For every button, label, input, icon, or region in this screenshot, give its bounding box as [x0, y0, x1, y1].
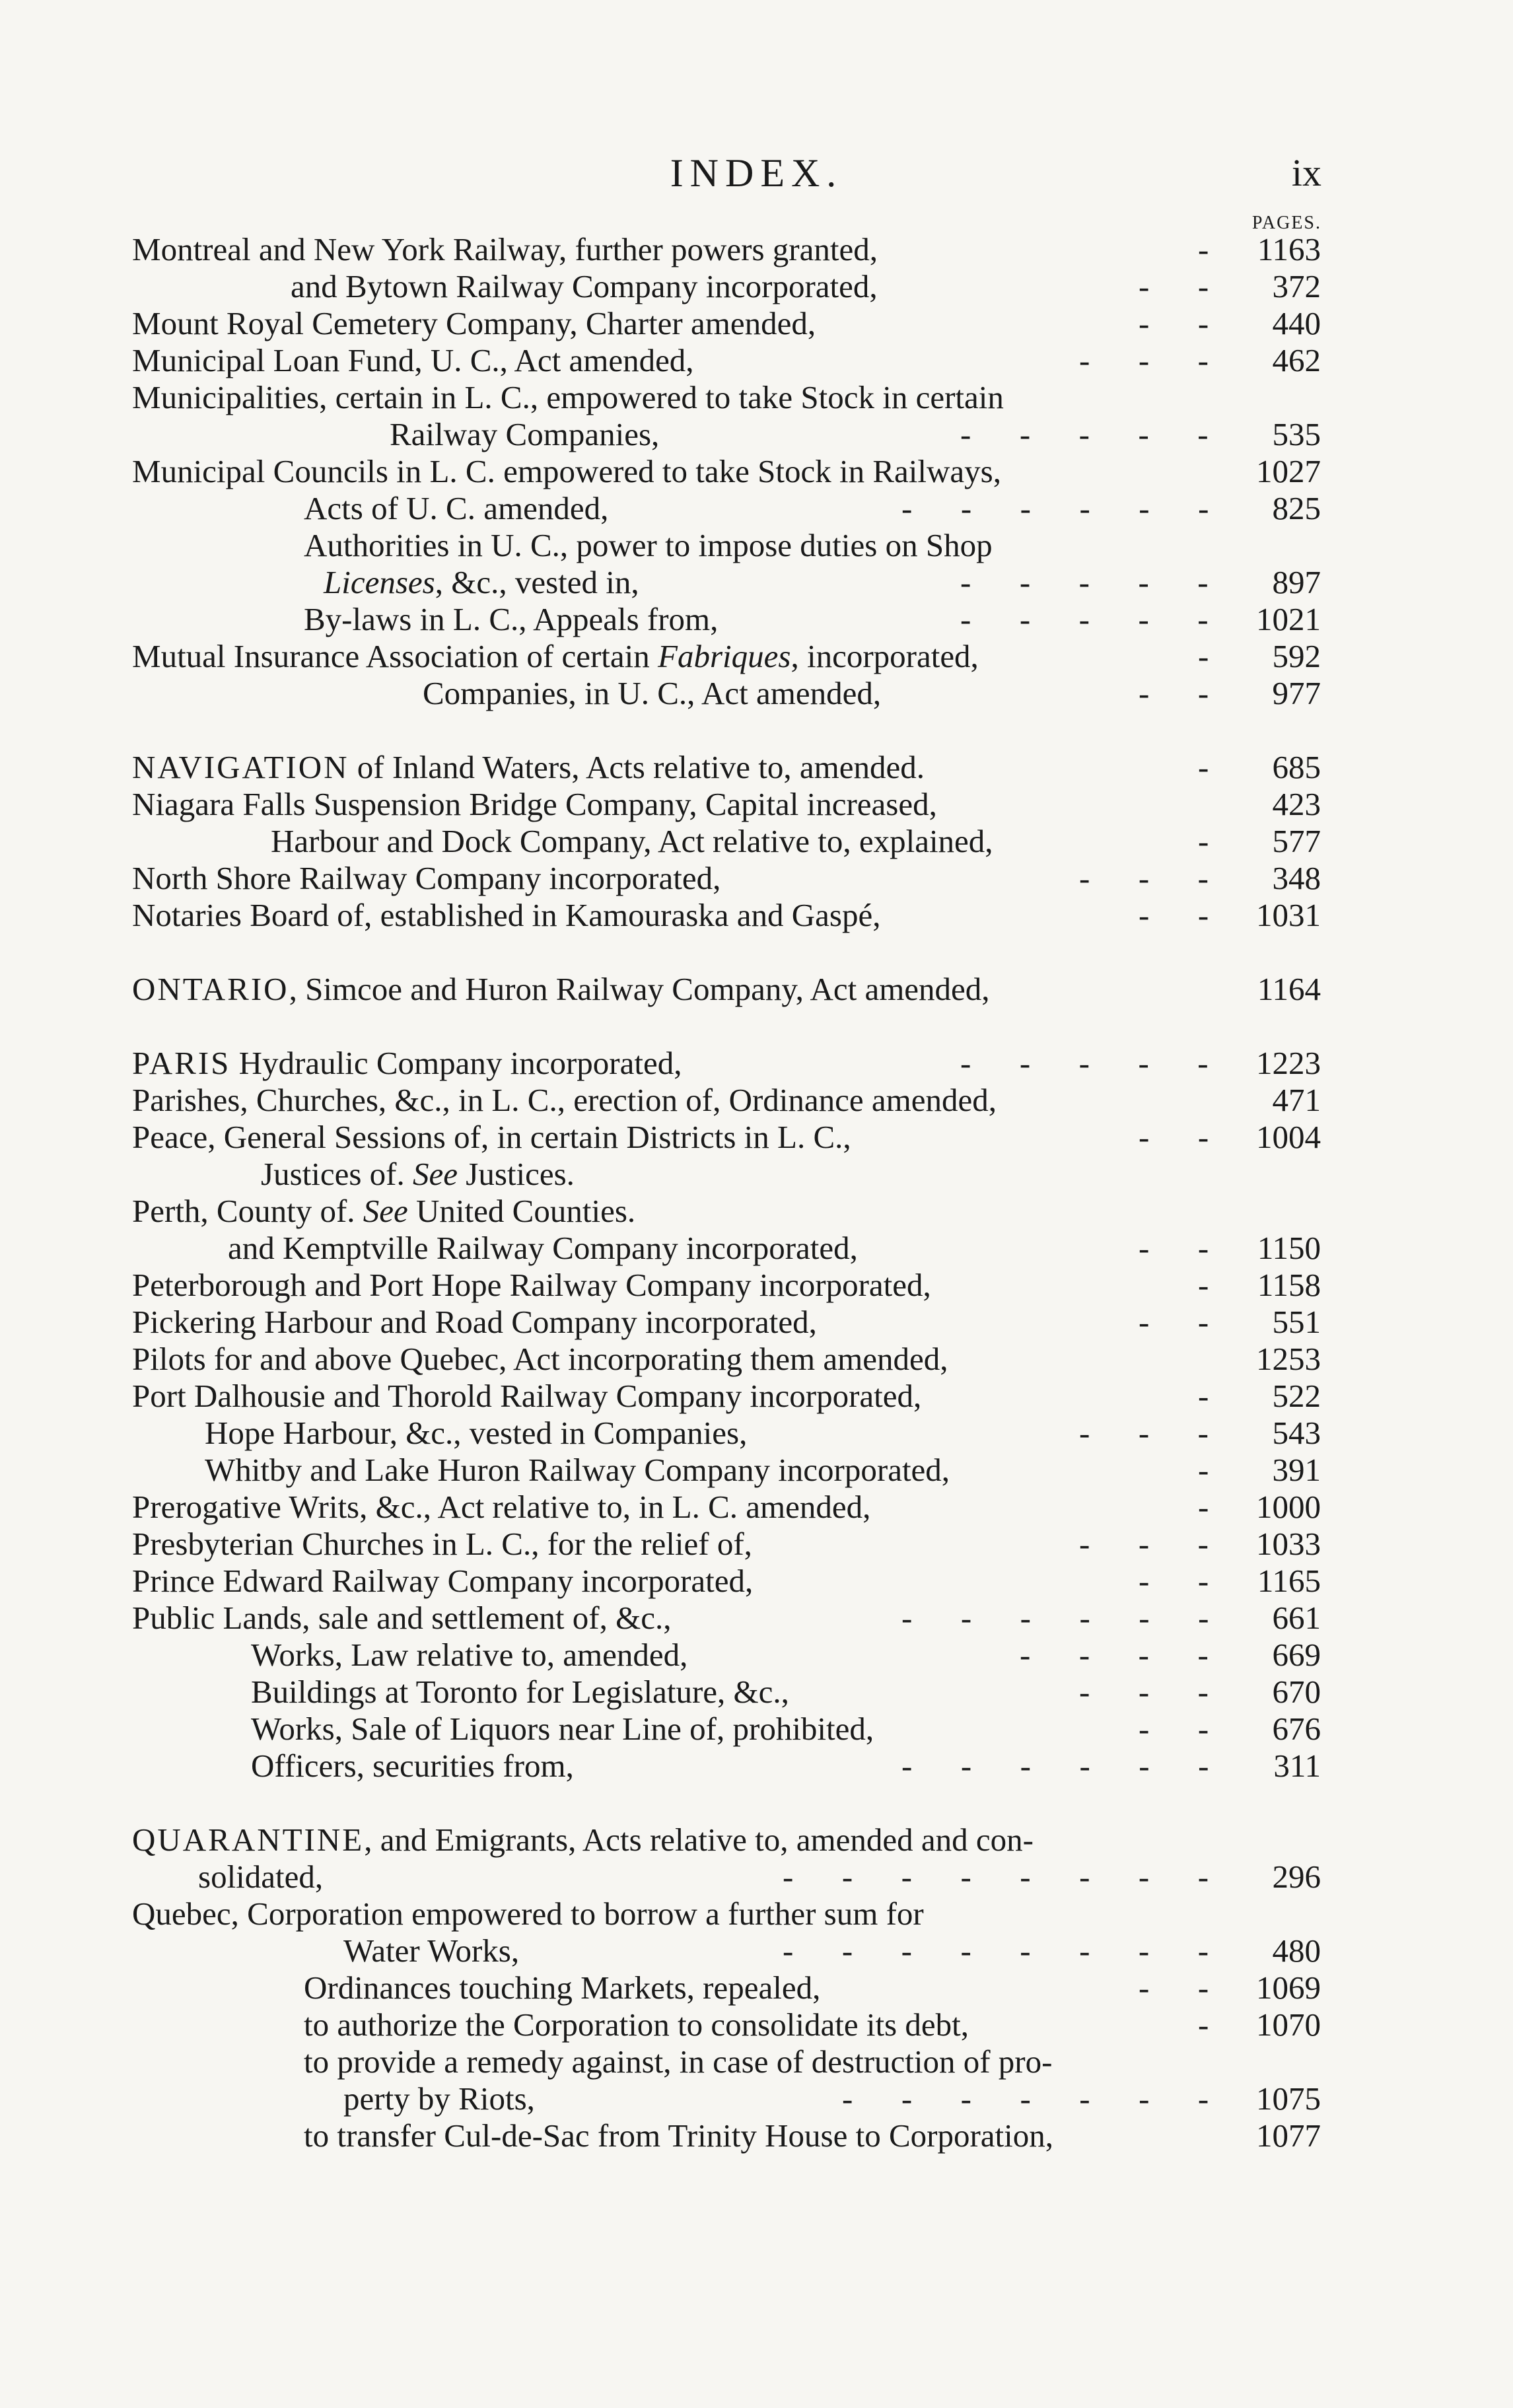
- dot-leader: - - - -: [1020, 1637, 1209, 1673]
- entry-text: [132, 1563, 753, 1600]
- index-entry: [132, 1304, 1321, 1341]
- entry-text: [132, 342, 694, 379]
- dot-leader: - - -: [1079, 342, 1209, 378]
- dot-leader: -: [1198, 1267, 1209, 1303]
- entry-description: By-laws in L. C., Appeals from,: [304, 601, 719, 637]
- entry-page-number: 685: [1272, 749, 1321, 785]
- entry-description: Mutual Insurance Association of certain Fabriques, incorporated,: [132, 638, 979, 674]
- entry-text: [132, 638, 979, 675]
- index-entry: [132, 453, 1321, 490]
- index-entry: [132, 1267, 1321, 1304]
- dot-leader: -: [1198, 1452, 1209, 1488]
- entry-description: Pilots for and above Quebec, Act incorporating them amended,: [132, 1341, 948, 1377]
- entry-text: [132, 305, 816, 342]
- index-entry: [132, 823, 1321, 860]
- index-entry: [132, 897, 1321, 934]
- entry-lead-word: ONTARIO: [132, 971, 289, 1007]
- entry-description: Presbyterian Churches in L. C., for the relief of,: [132, 1526, 752, 1562]
- index-entry: [132, 1156, 1321, 1193]
- entry-text: [205, 1452, 950, 1489]
- entry-description: Companies, in U. C., Act amended,: [423, 675, 882, 711]
- page-title: INDEX.: [670, 151, 843, 195]
- index-entry: [132, 1932, 1321, 1969]
- entry-description: Officers, securities from,: [251, 1748, 574, 1784]
- index-entries: [132, 231, 1321, 2154]
- dot-leader: -: [1198, 749, 1209, 785]
- entry-description: Ordinances touching Markets, repealed,: [304, 1969, 821, 2006]
- entry-text: [304, 2006, 969, 2043]
- entry-text: [251, 1748, 574, 1785]
- entry-description: and Bytown Railway Company incorporated,: [291, 268, 878, 304]
- entry-description: North Shore Railway Company incorporated,: [132, 860, 721, 896]
- entry-page-number: 423: [1272, 786, 1321, 822]
- entry-description: , and Emigrants, Acts relative to, amended and con-: [364, 1822, 1034, 1858]
- entry-page-number: 480: [1272, 1932, 1321, 1969]
- entry-text: [343, 2080, 535, 2117]
- entry-page-number: 825: [1272, 490, 1321, 526]
- entry-text: [291, 268, 878, 305]
- entry-description: Buildings at Toronto for Legislature, &c.,: [251, 1674, 789, 1710]
- entry-text: [228, 1230, 858, 1267]
- entry-text: [132, 1341, 948, 1378]
- dot-leader: - -: [1139, 1304, 1209, 1340]
- entry-page-number: 551: [1272, 1304, 1321, 1340]
- entry-description: Quebec, Corporation empowered to borrow a further sum for: [132, 1895, 924, 1932]
- entry-text: [132, 1119, 851, 1156]
- entry-text: [132, 1082, 997, 1119]
- dot-leader: -: [1198, 1378, 1209, 1414]
- entry-description: Notaries Board of, established in Kamouraska and Gaspé,: [132, 897, 881, 933]
- entry-page-number: 1253: [1256, 1341, 1321, 1377]
- entry-text: [132, 1895, 924, 1932]
- dot-leader: -: [1198, 638, 1209, 674]
- dot-leader: - -: [1139, 1711, 1209, 1747]
- dot-leader: -: [1198, 2006, 1209, 2043]
- entry-description: Municipal Loan Fund, U. C., Act amended,: [132, 342, 694, 378]
- entry-text: [390, 416, 659, 453]
- index-entry: [132, 1748, 1321, 1785]
- entry-lead-word: PARIS: [132, 1045, 231, 1081]
- entry-page-number: 296: [1272, 1859, 1321, 1895]
- entry-text: [304, 527, 993, 564]
- entry-page-number: 348: [1272, 860, 1321, 896]
- entry-page-number: 372: [1272, 268, 1321, 304]
- entry-text: [304, 2117, 1053, 2154]
- index-entry: [132, 1859, 1321, 1895]
- index-entry: [132, 490, 1321, 527]
- entry-text: [324, 564, 639, 601]
- entry-text: [132, 1600, 671, 1637]
- index-entry: [132, 1895, 1321, 1932]
- index-entry: [132, 1600, 1321, 1637]
- dot-leader: - -: [1139, 897, 1209, 933]
- dot-leader: -: [1198, 231, 1209, 267]
- entry-description: Works, Law relative to, amended,: [251, 1637, 688, 1673]
- index-entry: [132, 564, 1321, 601]
- entry-page-number: 1150: [1257, 1230, 1321, 1266]
- dot-leader: - -: [1139, 1119, 1209, 1155]
- entry-text: [132, 1304, 817, 1341]
- entry-page-number: 440: [1272, 305, 1321, 341]
- entry-page-number: 670: [1272, 1674, 1321, 1710]
- entry-description: Harbour and Dock Company, Act relative to, explained,: [271, 823, 993, 859]
- index-entry: [132, 1045, 1321, 1082]
- entry-description: Justices of. See Justices.: [261, 1156, 575, 1192]
- entry-page-number: 543: [1272, 1415, 1321, 1451]
- index-entry: [132, 268, 1321, 305]
- index-entry: [132, 1822, 1321, 1859]
- entry-description: Peace, General Sessions of, in certain Districts in L. C.,: [132, 1119, 851, 1155]
- index-entry: [132, 971, 1321, 1008]
- dot-leader: - - - - - -: [901, 490, 1209, 526]
- entry-page-number: 462: [1272, 342, 1321, 378]
- entry-text: [343, 1932, 519, 1969]
- entry-description: Public Lands, sale and settlement of, &c.,: [132, 1600, 672, 1636]
- entry-text: [251, 1637, 687, 1674]
- dot-leader: - - -: [1079, 1674, 1209, 1710]
- entry-page-number: 897: [1272, 564, 1321, 600]
- entry-description: Port Dalhousie and Thorold Railway Company incorporated,: [132, 1378, 922, 1414]
- dot-leader: - - -: [1079, 1526, 1209, 1562]
- index-entry: [132, 1563, 1321, 1600]
- entry-description: Whitby and Lake Huron Railway Company incorporated,: [205, 1452, 950, 1488]
- dot-leader: -: [1198, 1489, 1209, 1525]
- index-entry: [132, 1489, 1321, 1526]
- entry-text: [304, 2043, 1052, 2080]
- entry-text: [132, 971, 990, 1008]
- index-entry: [132, 1452, 1321, 1489]
- entry-description: Parishes, Churches, &c., in L. C., erection of, Ordinance amended,: [132, 1082, 997, 1118]
- entry-text: [132, 1193, 635, 1230]
- index-entry: [132, 601, 1321, 638]
- entry-text: [132, 1045, 682, 1082]
- entry-page-number: 1165: [1257, 1563, 1321, 1599]
- index-entry: [132, 379, 1321, 416]
- dot-leader: - -: [1139, 675, 1209, 711]
- entry-text: [251, 1711, 874, 1748]
- entry-description: Niagara Falls Suspension Bridge Company, Capital increased,: [132, 786, 937, 822]
- dot-leader: - -: [1139, 1230, 1209, 1266]
- entry-description: Water Works,: [343, 1932, 520, 1969]
- entry-description: Municipalities, certain in L. C., empowered to take Stock in certain: [132, 379, 1004, 415]
- index-entry: [132, 1969, 1321, 2006]
- dot-leader: - -: [1139, 268, 1209, 304]
- entry-description: Works, Sale of Liquors near Line of, prohibited,: [251, 1711, 874, 1747]
- entry-page-number: 535: [1272, 416, 1321, 452]
- entry-text: [304, 601, 718, 638]
- entry-description: perty by Riots,: [343, 2080, 535, 2117]
- entry-text: [251, 1674, 789, 1711]
- entry-description: of Inland Waters, Acts relative to, amended.: [349, 749, 925, 785]
- index-entry: [132, 749, 1321, 786]
- index-entry: [132, 1341, 1321, 1378]
- index-entry: [132, 2117, 1321, 2154]
- entry-text: [261, 1156, 575, 1193]
- dot-leader: - -: [1139, 1969, 1209, 2006]
- entry-description: to authorize the Corporation to consolidate its debt,: [304, 2006, 969, 2043]
- dot-leader: - - - - -: [960, 1045, 1209, 1081]
- dot-leader: - - - - - - - -: [783, 1932, 1209, 1969]
- entry-page-number: 522: [1272, 1378, 1321, 1414]
- dot-leader: - - -: [1079, 860, 1209, 896]
- index-entry: [132, 1193, 1321, 1230]
- index-entry: [132, 1119, 1321, 1156]
- index-entry: [132, 231, 1321, 268]
- entry-page-number: 977: [1272, 675, 1321, 711]
- entry-text: [271, 823, 993, 860]
- index-entry: [132, 2043, 1321, 2080]
- dot-leader: - - - - -: [960, 416, 1209, 452]
- index-entry: [132, 1674, 1321, 1711]
- index-entry: [132, 675, 1321, 712]
- index-entry: [132, 786, 1321, 823]
- entry-text: [205, 1415, 747, 1452]
- entry-description: Mount Royal Cemetery Company, Charter amended,: [132, 305, 816, 341]
- entry-page-number: 1075: [1256, 2080, 1321, 2117]
- entry-description: to transfer Cul-de-Sac from Trinity House to Corporation,: [304, 2117, 1054, 2154]
- entry-description: Perth, County of. See United Counties.: [132, 1193, 636, 1229]
- dot-leader: - - - - -: [960, 601, 1209, 637]
- entry-description: Authorities in U. C., power to impose duties on Shop: [304, 527, 993, 563]
- entry-page-number: 1021: [1256, 601, 1321, 637]
- entry-description: to provide a remedy against, in case of destruction of pro-: [304, 2043, 1053, 2080]
- index-entry: [132, 342, 1321, 379]
- entry-text: [132, 860, 721, 897]
- entry-description: Acts of U. C. amended,: [304, 490, 609, 526]
- index-entry: [132, 1082, 1321, 1119]
- entry-description: Pickering Harbour and Road Company incorporated,: [132, 1304, 817, 1340]
- entry-description: Prince Edward Railway Company incorporated,: [132, 1563, 754, 1599]
- entry-text: [132, 1267, 931, 1304]
- entry-text: [132, 786, 937, 823]
- entry-page-number: 391: [1272, 1452, 1321, 1488]
- index-entry: [132, 2080, 1321, 2117]
- entry-page-number: 1070: [1256, 2006, 1321, 2043]
- entry-page-number: 1000: [1256, 1489, 1321, 1525]
- entry-description: Peterborough and Port Hope Railway Company incorporated,: [132, 1267, 931, 1303]
- entry-page-number: 1164: [1257, 971, 1321, 1007]
- pages-column-label: PAGES.: [1251, 213, 1321, 233]
- entry-page-number: 1069: [1256, 1969, 1321, 2006]
- dot-leader: - -: [1139, 1563, 1209, 1599]
- entry-page-number: 471: [1272, 1082, 1321, 1118]
- index-entry: [132, 860, 1321, 897]
- entry-page-number: 1033: [1256, 1526, 1321, 1562]
- entry-page-number: 1163: [1257, 231, 1321, 267]
- entry-page-number: 1077: [1256, 2117, 1321, 2154]
- entry-page-number: 1004: [1256, 1119, 1321, 1155]
- entry-text: [132, 749, 925, 786]
- entry-description: Prerogative Writs, &c., Act relative to, in L. C. amended,: [132, 1489, 871, 1525]
- entry-page-number: 577: [1272, 823, 1321, 859]
- entry-text: [132, 897, 880, 934]
- entry-page-number: 311: [1273, 1748, 1321, 1784]
- dot-leader: -: [1198, 823, 1209, 859]
- entry-description: Hydraulic Company incorporated,: [230, 1045, 682, 1081]
- entry-text: [132, 453, 1001, 490]
- entry-page-number: 676: [1272, 1711, 1321, 1747]
- entry-description: Railway Companies,: [390, 416, 660, 452]
- entry-text: [423, 675, 881, 712]
- entry-text: [304, 1969, 820, 2006]
- index-entry: [132, 2006, 1321, 2043]
- entry-text: [132, 379, 1004, 416]
- dot-leader: - - - - - -: [901, 1600, 1209, 1636]
- entry-page-number: 669: [1272, 1637, 1321, 1673]
- page-number: ix: [1291, 151, 1321, 194]
- entry-text: [304, 490, 608, 527]
- entry-page-number: 1027: [1256, 453, 1321, 489]
- entry-description: Hope Harbour, &c., vested in Companies,: [205, 1415, 748, 1451]
- entry-text: [132, 1378, 921, 1415]
- entry-description: Licenses, &c., vested in,: [324, 564, 639, 600]
- entry-text: [132, 231, 878, 268]
- entry-text: [132, 1489, 870, 1526]
- index-entry: [132, 1378, 1321, 1415]
- index-entry: [132, 527, 1321, 564]
- index-entry: [132, 416, 1321, 453]
- entry-description: , Simcoe and Huron Railway Company, Act amended,: [289, 971, 990, 1007]
- index-entry: [132, 305, 1321, 342]
- index-entry: [132, 1415, 1321, 1452]
- entry-page-number: 592: [1272, 638, 1321, 674]
- index-entry: [132, 638, 1321, 675]
- entry-text: [198, 1859, 323, 1895]
- entry-page-number: 1031: [1256, 897, 1321, 933]
- dot-leader: - - - - - - - -: [783, 1859, 1209, 1895]
- entry-description: solidated,: [198, 1859, 324, 1895]
- dot-leader: - - - - -: [960, 564, 1209, 600]
- entry-text: [132, 1526, 752, 1563]
- entry-page-number: 1223: [1256, 1045, 1321, 1081]
- index-entry: [132, 1637, 1321, 1674]
- dot-leader: - - -: [1079, 1415, 1209, 1451]
- entry-lead-word: NAVIGATION: [132, 749, 349, 785]
- dot-leader: - -: [1139, 305, 1209, 341]
- entry-description: and Kemptville Railway Company incorporated,: [228, 1230, 858, 1266]
- entry-text: [132, 1822, 1034, 1859]
- entry-lead-word: QUARANTINE: [132, 1822, 365, 1858]
- index-entry: [132, 1711, 1321, 1748]
- entry-page-number: 661: [1272, 1600, 1321, 1636]
- entry-page-number: 1158: [1257, 1267, 1321, 1303]
- dot-leader: - - - - - -: [901, 1748, 1209, 1784]
- dot-leader: - - - - - - -: [842, 2080, 1209, 2117]
- entry-description: Municipal Councils in L. C. empowered to take Stock in Railways,: [132, 453, 1001, 489]
- index-entry: [132, 1230, 1321, 1267]
- index-entry: [132, 1526, 1321, 1563]
- entry-description: Montreal and New York Railway, further powers granted,: [132, 231, 878, 267]
